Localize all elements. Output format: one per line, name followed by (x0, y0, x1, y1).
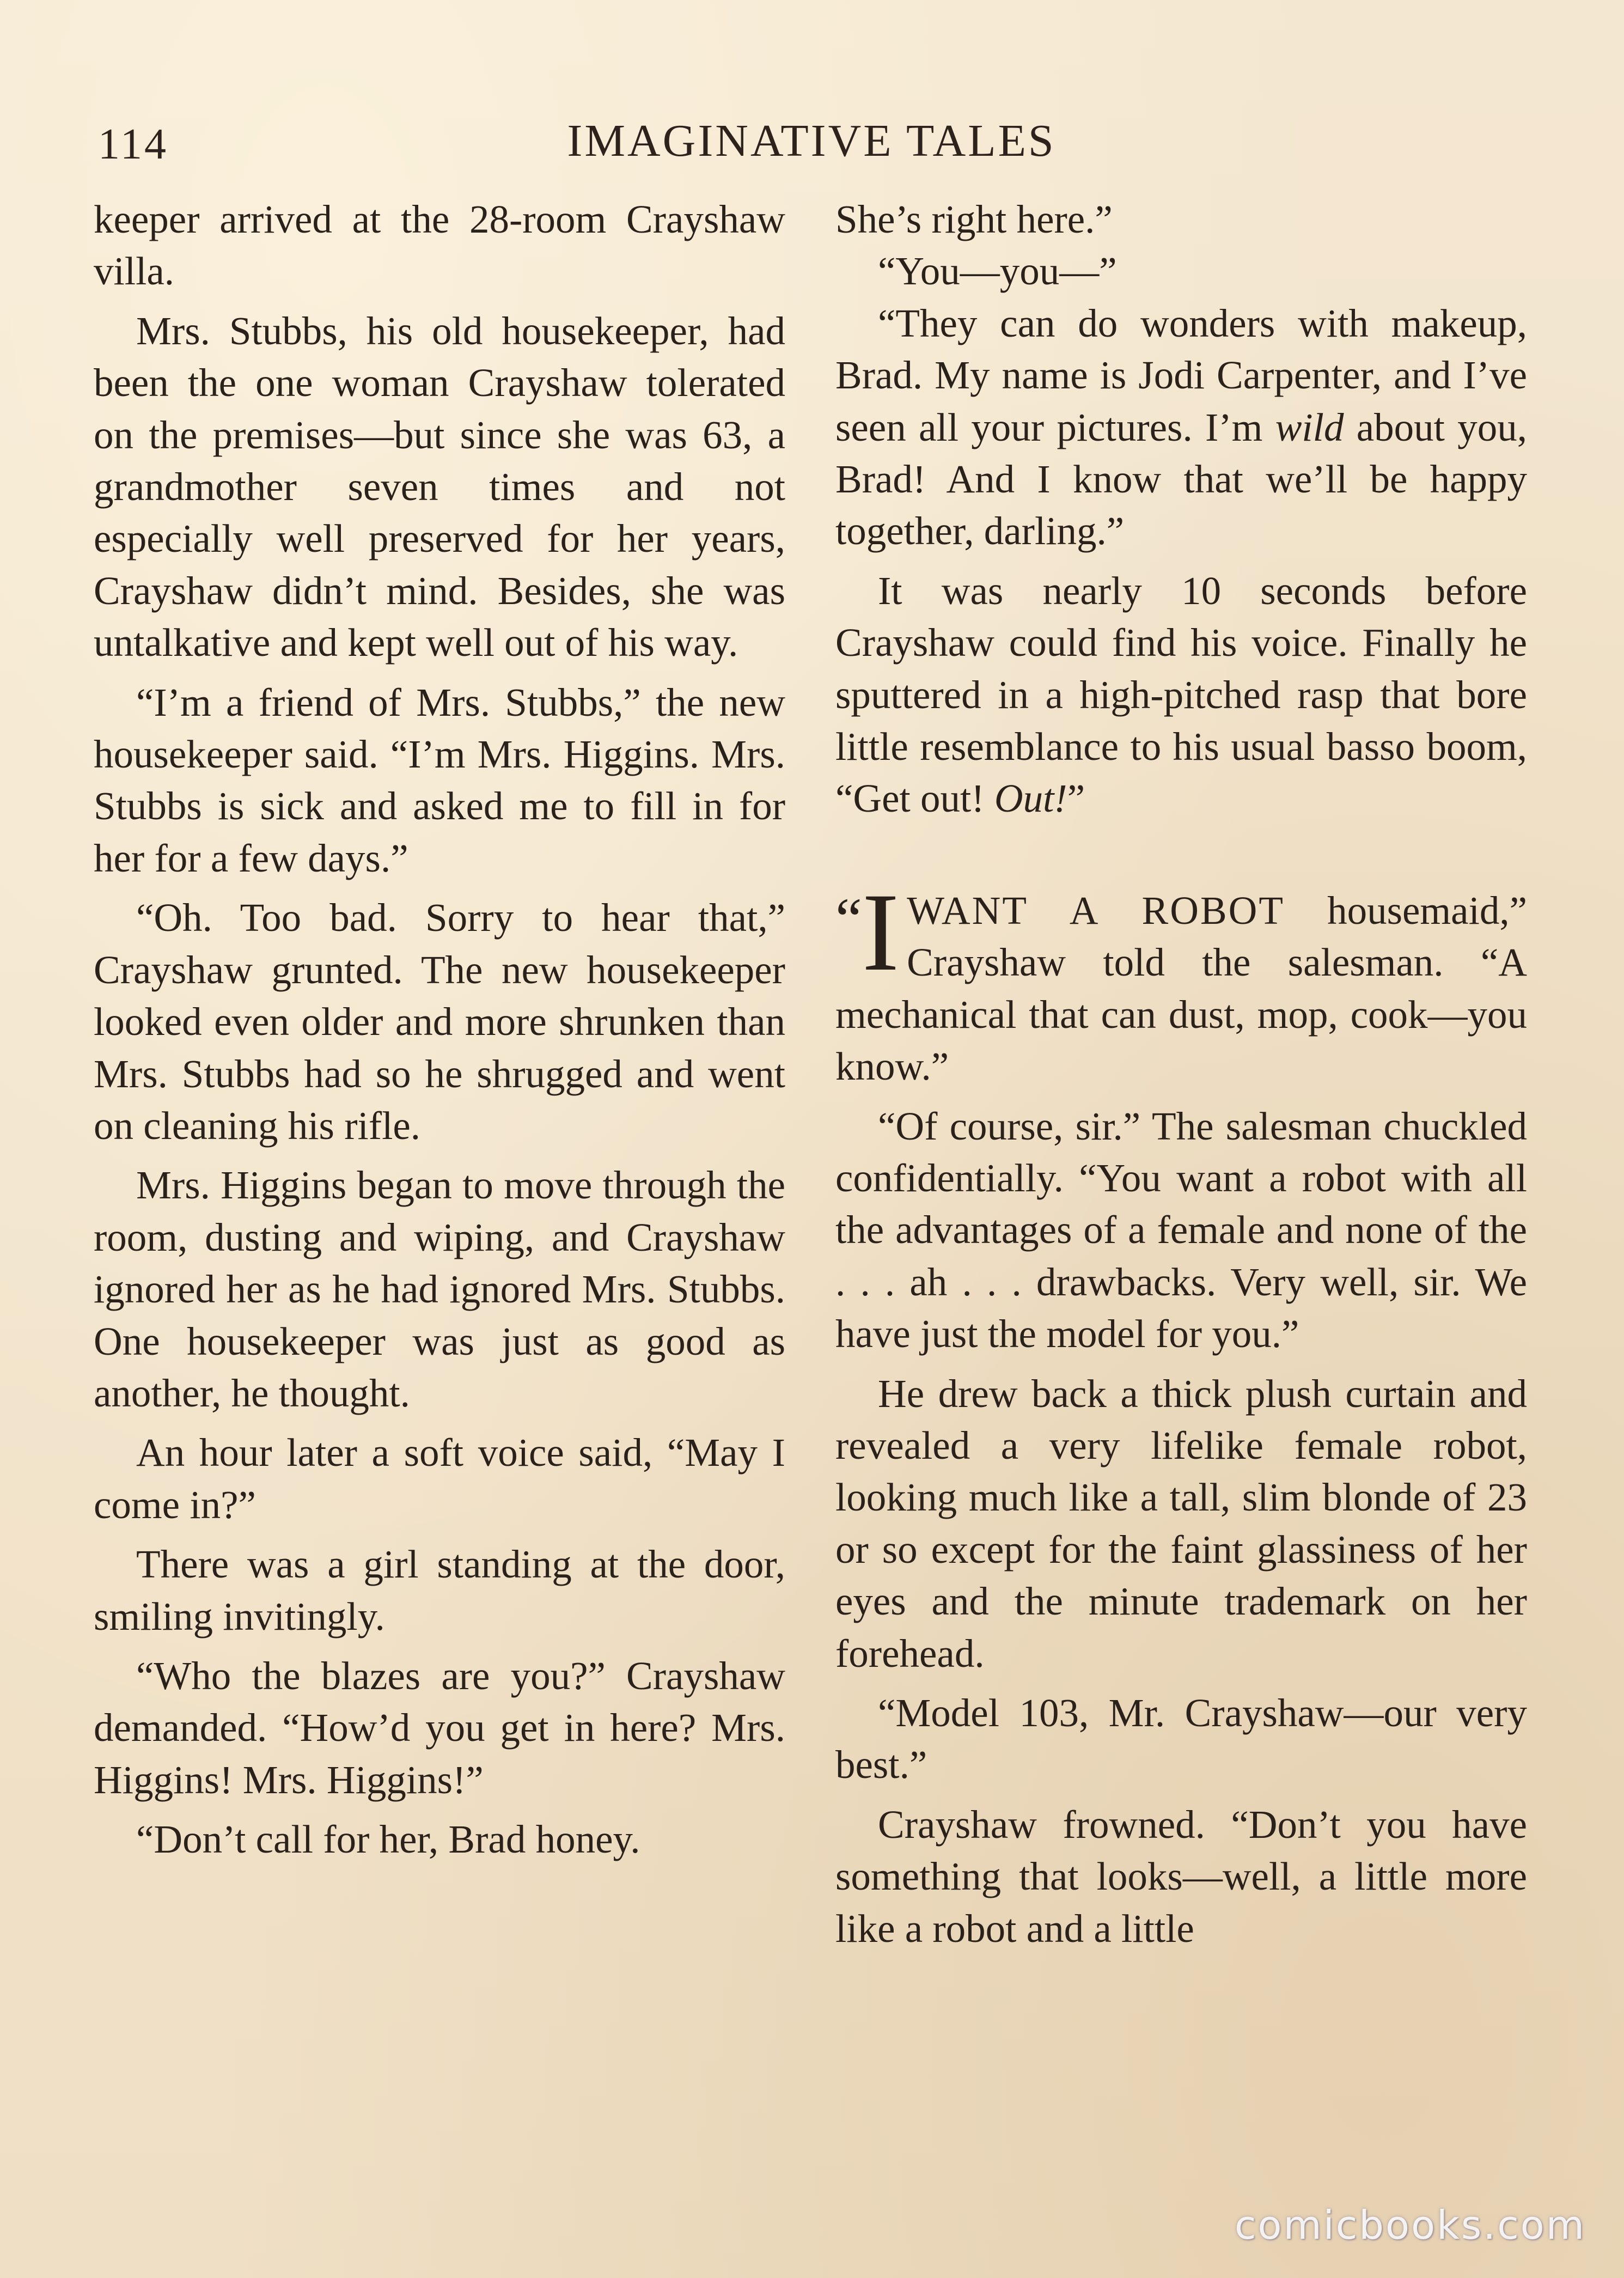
text-run: about you, Brad! And I know that we’ll be happy together, darling.” (835, 405, 1527, 553)
text-run: ” (1067, 776, 1085, 821)
paragraph: There was a girl standing at the door, smiling invitingly. (94, 1542, 785, 1639)
paragraph: Crayshaw frowned. “Don’t you have something that looks—well, a little more like a robot and a little (835, 1802, 1527, 1951)
paragraph: Mrs. Higgins began to move through the room, dusting and wiping, and Crayshaw ignored her as he had ignored Mrs. Stubbs. One housekeeper was just as good as another, he thought. (94, 1163, 785, 1415)
paragraph: “Model 103, Mr. Crayshaw—our very best.” (835, 1690, 1527, 1787)
paragraph (835, 565, 1527, 825)
paragraph: “Who the blazes are you?” Crayshaw demanded. “How’d you get in here? Mrs. Higgins! Mrs. Higgins!” (94, 1653, 785, 1802)
small-caps-lead: WANT A ROBOT (907, 888, 1285, 933)
watermark: comicbooks.com (1234, 2202, 1586, 2248)
paragraph: “Don’t call for her, Brad honey. (136, 1817, 640, 1862)
emphasis: Out! (994, 776, 1067, 821)
text-run: It was nearly 10 seconds before Crayshaw could find his voice. Finally he sputtered in a high-pitched rasp that bore little resemblance to his usual basso boom, “Get out! (835, 568, 1527, 821)
text-run: “They can do wonders with makeup, Brad. My name is Jodi Carpenter, and I’ve seen all your pictures. I’m (835, 301, 1527, 449)
page-header (98, 109, 1525, 174)
paragraph (835, 297, 1527, 557)
paragraph: An hour later a soft voice said, “May I come in?” (94, 1430, 785, 1527)
page-number: 114 (98, 120, 169, 168)
paragraph: “I’m a friend of Mrs. Stubbs,” the new housekeeper said. “I’m Mrs. Higgins. Mrs. Stubbs is sick and asked me to fill in for her for a few days.” (94, 680, 785, 880)
drop-cap-quote: “ (835, 885, 862, 952)
drop-cap-letter: I (862, 870, 900, 994)
left-column (94, 193, 785, 1866)
paragraph-with-dropcap (835, 870, 1527, 1093)
drop-cap (835, 870, 900, 994)
paragraph: Mrs. Stubbs, his old housekeeper, had been the one woman Crayshaw tolerated on the premises—but since she was 63, a grandmother seven times and not especially well preserved for her years, Crayshaw didn’t mind. Besides, she was untalkative and kept well out of his way. (94, 308, 785, 665)
paragraph: keeper arrived at the 28-room Crayshaw villa. (94, 197, 785, 294)
text-run: housemaid,” Crayshaw told the salesman. “A mechanical that can dust, mop, cook—you know.” (835, 888, 1527, 1089)
emphasis: wild (1275, 405, 1344, 449)
paragraph: He drew back a thick plush curtain and revealed a very lifelike female robot, looking much like a tall, slim blonde of 23 or so except for the faint glassiness of her eyes and the minute trademark on her forehead. (835, 1371, 1527, 1676)
right-column (835, 193, 1527, 1954)
running-head: IMAGINATIVE TALES (567, 115, 1056, 166)
paragraph: She’s right here.” (835, 197, 1113, 241)
paragraph: “You—you—” (878, 249, 1117, 294)
paragraph: “Of course, sir.” The salesman chuckled confidentially. “You want a robot with all the advantages of a female and none of the . . . ah . . . drawbacks. Very well, sir. We have just the model for you.” (835, 1104, 1527, 1356)
paragraph: “Oh. Too bad. Sorry to hear that,” Crayshaw grunted. The new housekeeper looked even older and more shrunken than Mrs. Stubbs had so he shrugged and went on cleaning his rifle. (94, 896, 785, 1148)
